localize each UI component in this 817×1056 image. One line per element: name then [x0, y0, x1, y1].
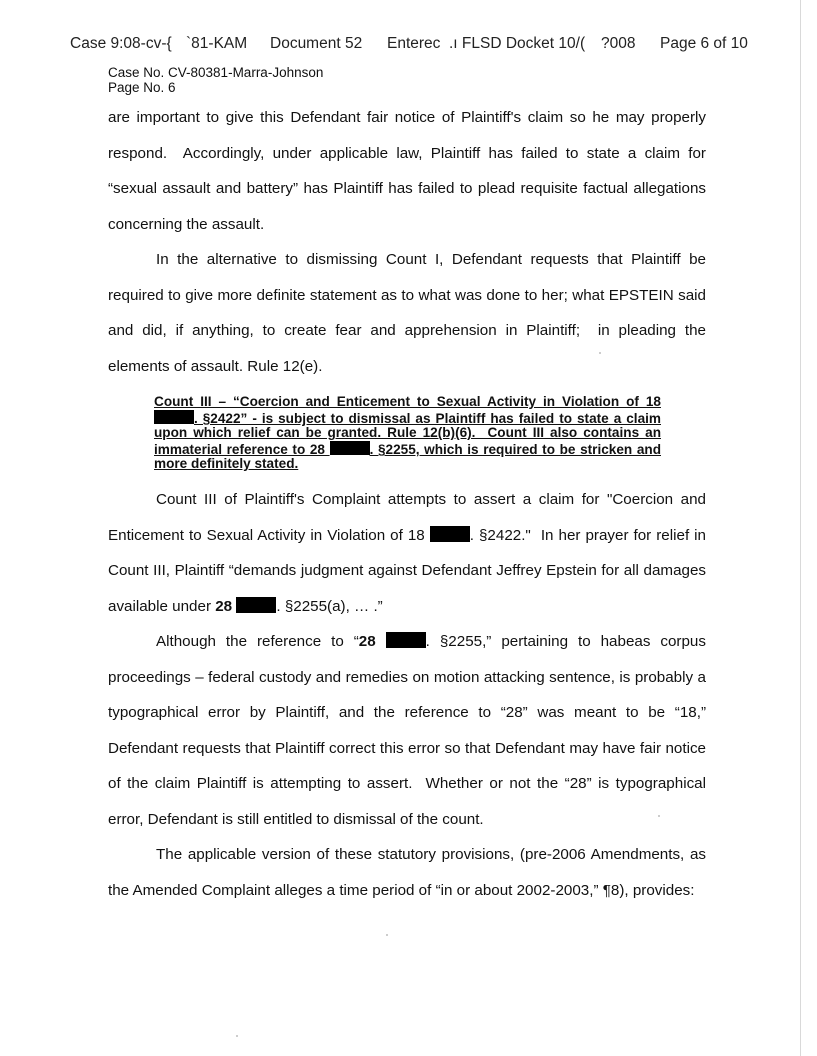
redaction-box [236, 597, 276, 613]
case-meta [108, 65, 323, 95]
paragraph-4 [108, 624, 706, 837]
paragraph-5: The applicable version of these statutory provisions, (pre-2006 Amendments, as the Amended Complaint alleges a time period of “in or about 2002-2003,” ¶8), provides: [108, 846, 706, 899]
body-bottom [108, 482, 706, 908]
header-year: ?008 [601, 35, 636, 52]
header-docket: .ı FLSD Docket 10/( [449, 35, 586, 52]
paragraph-4-number: 28 [358, 633, 376, 650]
heading-part-2: . §2422” - is subject to dismissal as Plaintiff has failed to state a claim upon which relief can be granted. Rule 12(b)(6). Count III also contains an immaterial reference to 28 [154, 410, 661, 457]
paragraph-2: In the alternative to dismissing Count I, Defendant requests that Plaintiff be required to give more definite statement as to what was done to her; what EPSTEIN said and did, if anything, to create fear and apprehension in Plaintiff; in pleading the elements of assault. Rule 12(e). [108, 251, 706, 375]
court-header [0, 35, 817, 55]
paragraph-4-part-1: Although the reference to “ [156, 633, 359, 650]
paragraph-3-part-1: Count III of Plaintiff's Complaint attempts to assert a claim for "Coercion and Enticement to Sexual Activity in Violation of 18 [108, 491, 706, 544]
redaction-box [386, 632, 426, 648]
scan-speck [386, 934, 388, 936]
scan-edge-line [800, 0, 801, 1056]
paragraph-3 [108, 482, 706, 624]
scan-speck [658, 815, 660, 817]
header-page: Page 6 of 10 [660, 35, 748, 52]
section-heading [154, 395, 661, 472]
scan-speck [236, 1035, 238, 1037]
redaction-box [430, 526, 470, 542]
paragraph-3-part-3: . §2255(a), … .” [276, 597, 383, 615]
paragraph-3-number: 28 [215, 597, 233, 615]
header-document: Document 52 [270, 35, 363, 52]
paragraph-3-part-2: . §2422." In her prayer for relief in Count III, Plaintiff “demands judgment against Defendant Jeffrey Epstein for all damages available under [108, 526, 706, 615]
heading-part-1: Count III – “Coercion and Enticement to Sexual Activity in Violation of 18 [154, 394, 661, 409]
scan-speck [599, 352, 601, 354]
redaction-box [154, 410, 194, 424]
header-case: Case 9:08-cv-{ [70, 35, 172, 52]
redaction-box [330, 441, 370, 455]
page-number: Page No. 6 [108, 80, 176, 95]
paragraph-1: are important to give this Defendant fair notice of Plaintiff's claim so he may properly respond. Accordingly, under applicable law, Plaintiff has failed to state a claim for “sexual assault and battery” has Plaintiff has failed to plead requisite factual allegations concerning the assault. [108, 109, 706, 233]
case-number: Case No. CV-80381-Marra-Johnson [108, 65, 324, 80]
paragraph-4-part-2: . §2255,” pertaining to habeas corpus proceedings – federal custody and remedies on motion attacking sentence, is probably a typographical error by Plaintiff, and the reference to “28” was meant to be “18,” Defendant requests that Plaintiff correct this error so that Defendant may have fair notice of the claim Plaintiff is attempting to assert. Whether or not the “28” is typographical error, Defendant is still entitled to dismissal of the count. [108, 633, 706, 828]
body-top [108, 100, 706, 384]
heading-part-3: . §2255, which is required to be stricken and more definitely stated. [154, 441, 661, 472]
header-entered: Enterec [387, 35, 441, 52]
header-case-suffix: `81-KAM [186, 35, 248, 52]
